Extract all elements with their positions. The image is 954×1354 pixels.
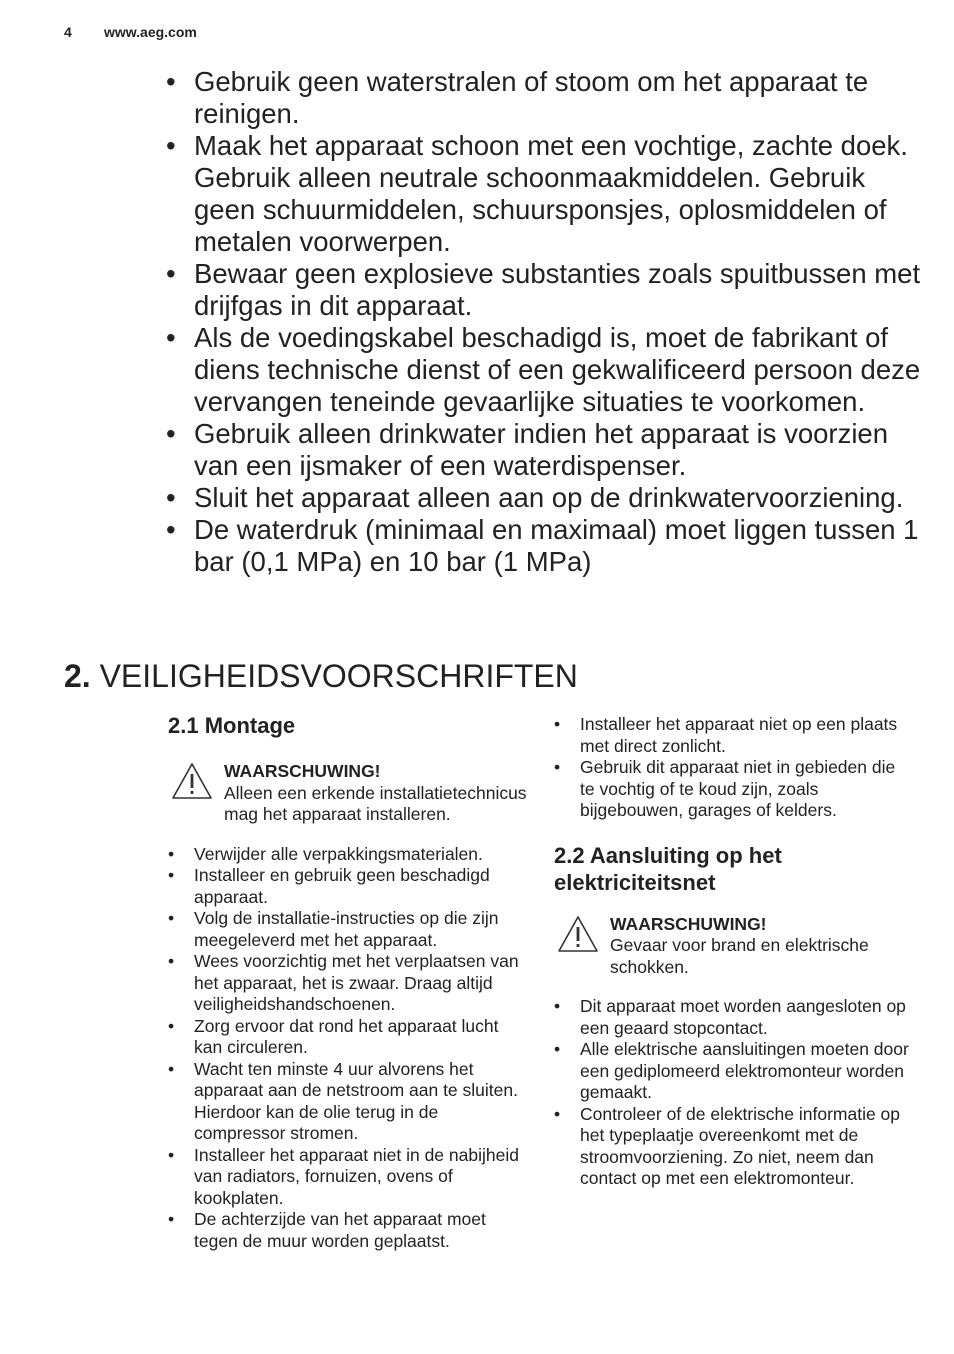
subsection-title: Montage	[204, 713, 296, 738]
list-item: • Gebruik alleen drinkwater indien het apparaat is voorzien van een ijsmaker of een waterdispenser.	[166, 418, 926, 482]
section-heading	[64, 656, 578, 696]
list-item: • Wacht ten minste 4 uur alvorens het apparaat aan de netstroom aan te sluiten. Hierdoor kan de olie terug in de compressor stromen.	[168, 1059, 528, 1145]
safety-bullet-list	[166, 66, 926, 578]
subsection-number: 2.1	[168, 713, 199, 738]
list-item: • Alle elektrische aansluitingen moeten door een gediplomeerd elektromonteur worden gemaakt.	[554, 1039, 914, 1104]
warning-box	[168, 761, 528, 826]
list-item: • Maak het apparaat schoon met een vochtige, zachte doek. Gebruik alleen neutrale schoonmaakmiddelen. Gebruik geen schuurmiddelen, schuursponsjes, oplosmiddelen of metalen voorwerpen.	[166, 130, 926, 258]
warning-title: WAARSCHUWING!	[610, 913, 767, 934]
montage-heading	[168, 712, 528, 739]
warning-text: Alleen een erkende installatietechnicus mag het apparaat installeren.	[224, 782, 527, 824]
list-item: • Zorg ervoor dat rond het apparaat lucht kan circuleren.	[168, 1016, 528, 1059]
page-header	[64, 24, 197, 40]
page-number: 4	[64, 24, 72, 40]
list-item: • Controleer of de elektrische informatie op het typeplaatje overeenkomt met de stroomvoorziening. Zo niet, neem dan contact op met een elektromonteur.	[554, 1104, 914, 1190]
section-title: VEILIGHEIDSVOORSCHRIFTEN	[99, 658, 578, 694]
warning-icon	[170, 761, 214, 801]
warning-box	[554, 914, 914, 979]
subsection-number: 2.2	[554, 842, 585, 868]
list-item: • Gebruik dit apparaat niet in gebieden die te vochtig of te koud zijn, zoals bijgebouwen, garages of kelders.	[554, 757, 914, 822]
list-item: • Sluit het apparaat alleen aan op de drinkwatervoorziening.	[166, 482, 926, 514]
subsection-title: Aansluiting op het elektriciteitsnet	[554, 842, 782, 895]
montage-bullet-list	[168, 844, 528, 1253]
aansluiting-heading	[554, 842, 914, 896]
right-column	[554, 714, 914, 1190]
list-item: • Verwijder alle verpakkingsmaterialen.	[168, 844, 528, 866]
warning-text: Gevaar voor brand en elektrische schokken.	[610, 935, 869, 977]
list-item: • Dit apparaat moet worden aangesloten op een geaard stopcontact.	[554, 996, 914, 1039]
left-column	[168, 712, 528, 1252]
list-item: • Installeer en gebruik geen beschadigd apparaat.	[168, 865, 528, 908]
warning-icon	[556, 914, 600, 954]
list-item: • De achterzijde van het apparaat moet tegen de muur worden geplaatst.	[168, 1209, 528, 1252]
list-item: • Bewaar geen explosieve substanties zoals spuitbussen met drijfgas in dit apparaat.	[166, 258, 926, 322]
section-number: 2.	[64, 658, 91, 694]
list-item: • Wees voorzichtig met het verplaatsen van het apparaat, het is zwaar. Draag altijd veiligheidshandschoenen.	[168, 951, 528, 1016]
location-bullet-list	[554, 714, 914, 822]
list-item: • Installeer het apparaat niet in de nabijheid van radiators, fornuizen, ovens of kookplaten.	[168, 1145, 528, 1210]
list-item: • Als de voedingskabel beschadigd is, moet de fabrikant of diens technische dienst of een gekwalificeerd persoon deze vervangen teneinde gevaarlijke situaties te voorkomen.	[166, 322, 926, 418]
list-item: • Installeer het apparaat niet op een plaats met direct zonlicht.	[554, 714, 914, 757]
site-url[interactable]: www.aeg.com	[104, 24, 197, 40]
aansluiting-bullet-list	[554, 996, 914, 1190]
list-item: • De waterdruk (minimaal en maximaal) moet liggen tussen 1 bar (0,1 MPa) en 10 bar (1 MPa)	[166, 514, 926, 578]
list-item: • Volg de installatie-instructies op die zijn meegeleverd met het apparaat.	[168, 908, 528, 951]
list-item: • Gebruik geen waterstralen of stoom om het apparaat te reinigen.	[166, 66, 926, 130]
warning-title: WAARSCHUWING!	[224, 761, 381, 781]
